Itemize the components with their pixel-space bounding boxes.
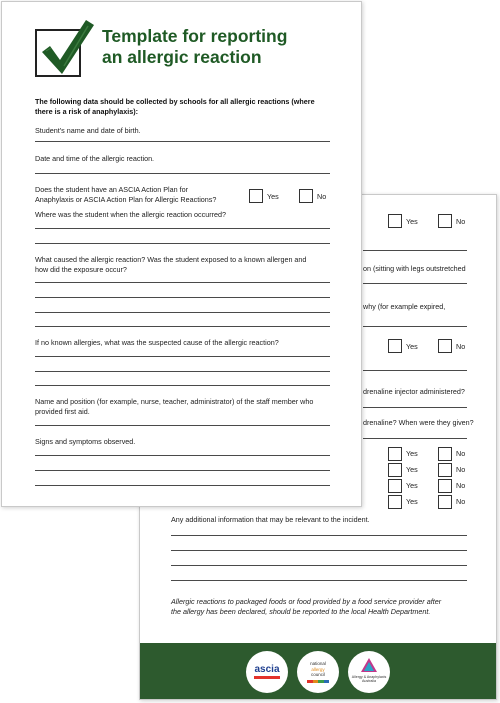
answer-line [35, 282, 330, 283]
action-plan-yes-label: Yes [267, 192, 279, 201]
back-yes-checkbox-2[interactable] [388, 339, 402, 353]
question-cause-1: What caused the allergic reaction? Was the student exposed to a known allergen and [35, 255, 307, 264]
nac-logo-line-2: allergy [311, 666, 325, 672]
back-question-position: on (sitting with legs outstretched [363, 264, 466, 273]
answer-line [35, 243, 330, 244]
answer-line [363, 326, 467, 327]
answer-line [171, 550, 467, 551]
footnote-line-1: Allergic reactions to packaged foods or food provided by a food service provider after [171, 597, 442, 606]
question-name-dob: Student's name and date of birth. [35, 126, 141, 135]
nac-logo-stripes [307, 680, 329, 683]
back-yes-label: Yes [406, 449, 418, 458]
answer-line [35, 455, 330, 456]
answer-line [35, 312, 330, 313]
nac-logo-line-1: national [310, 661, 326, 666]
back-no-label: No [456, 342, 466, 351]
answer-line [35, 470, 330, 471]
back-no-checkbox-5[interactable] [438, 479, 452, 493]
answer-line [35, 297, 330, 298]
national-allergy-council-logo [297, 651, 339, 693]
aaa-logo-line-1: Allergy & Anaphylaxis [351, 675, 387, 679]
check-icon [38, 16, 96, 78]
intro-text [35, 97, 335, 116]
back-no-checkbox-6[interactable] [438, 495, 452, 509]
intro-line-2: there is a risk of anaphylaxis): [35, 106, 139, 116]
back-yes-checkbox-4[interactable] [388, 463, 402, 477]
front-page [1, 1, 362, 507]
back-no-checkbox-2[interactable] [438, 339, 452, 353]
question-cause-2: how did the exposure occur? [35, 265, 127, 274]
intro-line-1: The following data should be collected by schools for all allergic reactions (where [35, 97, 315, 106]
allergy-anaphylaxis-australia-logo [348, 651, 390, 693]
back-no-label: No [456, 465, 466, 474]
answer-line [363, 438, 467, 439]
ascia-logo-text: ascia [254, 664, 280, 675]
back-question-injector: drenaline injector administered? [363, 387, 465, 396]
question-action-plan-2: Anaphylaxis or ASCIA Action Plan for Allergic Reactions? [35, 195, 217, 204]
back-yes-checkbox-1[interactable] [388, 214, 402, 228]
back-yes-label: Yes [406, 217, 418, 226]
aaa-logo-icon [361, 658, 377, 672]
answer-line [35, 141, 330, 142]
nac-logo-line-3: council [310, 672, 325, 677]
answer-line [35, 485, 330, 486]
back-question-why: why (for example expired, [363, 302, 446, 311]
back-no-checkbox-3[interactable] [438, 447, 452, 461]
ascia-logo [246, 651, 288, 693]
back-yes-label: Yes [406, 497, 418, 506]
page-title [102, 26, 287, 68]
back-yes-checkbox-6[interactable] [388, 495, 402, 509]
answer-line [171, 535, 467, 536]
back-no-label: No [456, 217, 466, 226]
back-question-when: drenaline? When were they given? [363, 418, 474, 427]
question-date-time: Date and time of the allergic reaction. [35, 154, 155, 163]
ascia-logo-bar [254, 676, 280, 679]
question-action-plan-1: Does the student have an ASCIA Action Plan for [35, 185, 189, 194]
answer-line [171, 565, 467, 566]
answer-line [35, 326, 330, 327]
title-line-1: Template for reporting [102, 26, 288, 46]
back-no-label: No [456, 481, 466, 490]
question-suspected-cause: If no known allergies, what was the suspected cause of the allergic reaction? [35, 338, 279, 347]
answer-line [35, 371, 330, 372]
title-line-2: an allergic reaction [102, 47, 262, 67]
back-yes-checkbox-5[interactable] [388, 479, 402, 493]
footnote-line-2: the allergy has been declared, should be reported to the local Health Department. [171, 607, 431, 616]
action-plan-no-label: No [317, 192, 327, 201]
back-yes-checkbox-3[interactable] [388, 447, 402, 461]
answer-line [171, 580, 467, 581]
answer-line [35, 356, 330, 357]
question-staff-1: Name and position (for example, nurse, teacher, administrator) of the staff member who [35, 397, 314, 406]
back-yes-label: Yes [406, 481, 418, 490]
back-no-label: No [456, 449, 466, 458]
back-no-checkbox-1[interactable] [438, 214, 452, 228]
question-signs-symptoms: Signs and symptoms observed. [35, 437, 136, 446]
answer-line [35, 228, 330, 229]
answer-line [363, 283, 467, 284]
answer-line [363, 370, 467, 371]
aaa-logo-line-2: Australia [362, 679, 376, 684]
answer-line [363, 250, 467, 251]
question-staff-2: provided first aid. [35, 407, 90, 416]
back-question-additional: Any additional information that may be relevant to the incident. [171, 515, 370, 524]
answer-line [363, 407, 467, 408]
question-where: Where was the student when the allergic reaction occurred? [35, 210, 226, 219]
answer-line [35, 385, 330, 386]
back-no-checkbox-4[interactable] [438, 463, 452, 477]
answer-line [35, 173, 330, 174]
action-plan-no-checkbox[interactable] [299, 189, 313, 203]
logo-footer [140, 643, 497, 700]
action-plan-yes-checkbox[interactable] [249, 189, 263, 203]
back-yes-label: Yes [406, 342, 418, 351]
back-yes-label: Yes [406, 465, 418, 474]
answer-line [35, 425, 330, 426]
back-no-label: No [456, 497, 466, 506]
